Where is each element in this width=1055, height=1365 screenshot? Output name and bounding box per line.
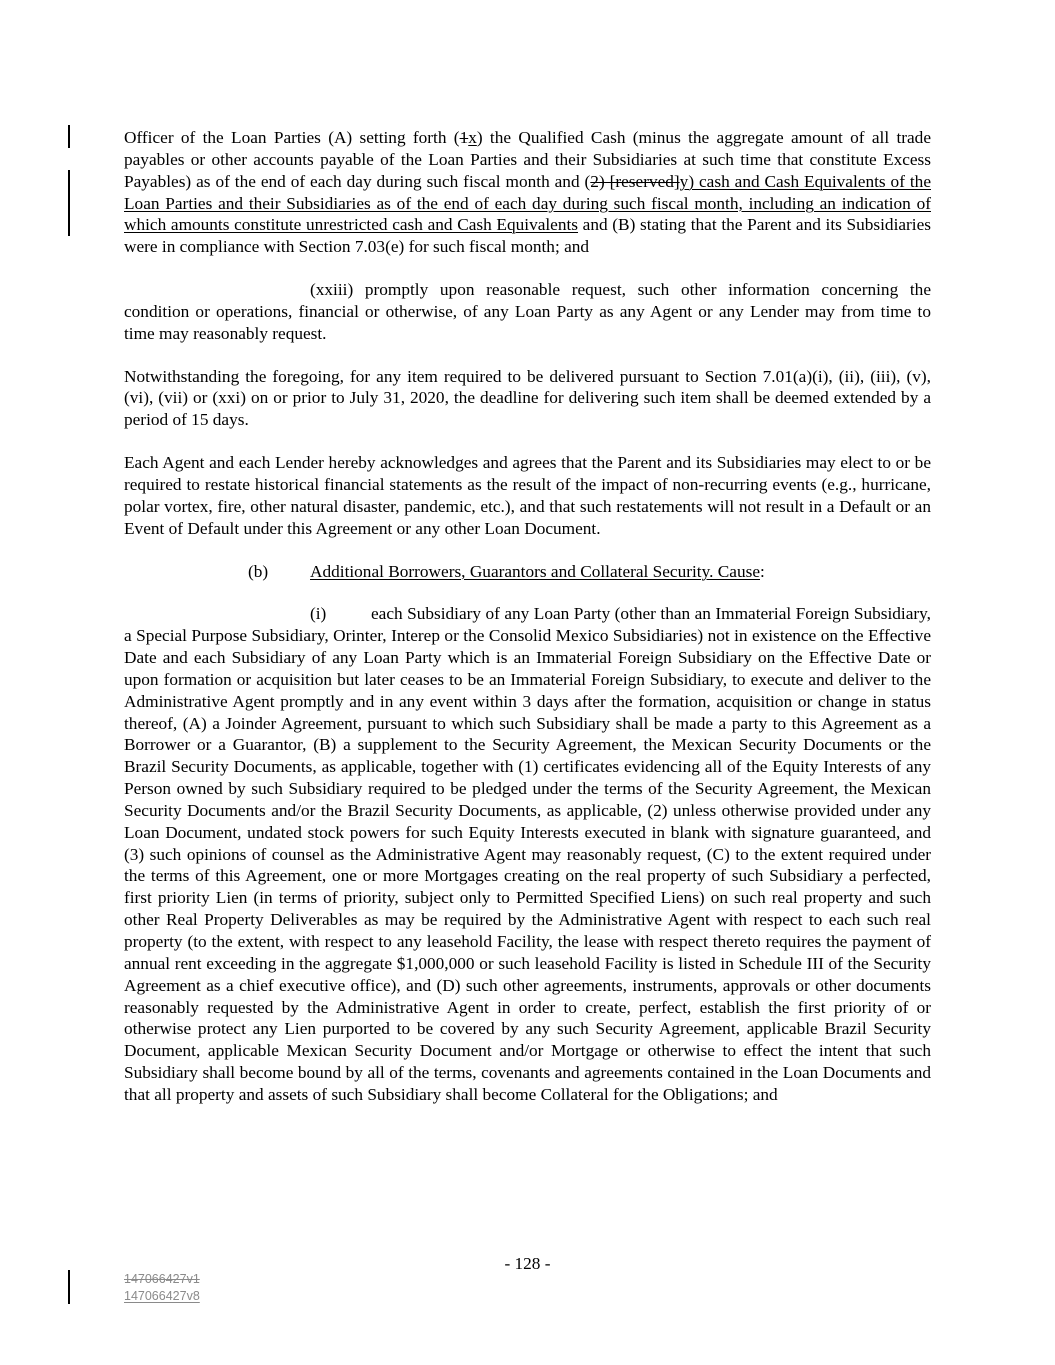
deleted-text: 1 <box>459 128 469 147</box>
paragraph-xxiii: (xxiii) promptly upon reasonable request, such other information concerning the condition or operations, financial or otherwise, of any Loan Party as any Agent or any Lender may from time to time may reasonably request. <box>124 280 931 343</box>
paragraph-restatement: Each Agent and each Lender hereby acknowledges and agrees that the Parent and its Subsidiaries may elect to or be required to restate historical financial statements as the result of the impact of non-recurring events (e.g., hurricane, polar vortex, fire, other natural disaster, pandemic, etc.), and that such restatements will not result in a Default or an Event of Default under this Agreement or any other Loan Document. <box>124 453 931 538</box>
change-bar <box>68 125 70 148</box>
section-heading-b <box>124 561 931 583</box>
text-run: : <box>760 561 765 581</box>
doc-id-old: 147066427v1 <box>124 1272 200 1286</box>
section-heading: Additional Borrowers, Guarantors and Collateral Security. Cause <box>310 561 760 581</box>
inserted-text: y) cash and Cash Equivalents of the Loan Parties and their Subsidiaries as of the end of each day during such fiscal month, including an indication of which amounts constitute unrestricted cash and Cash Equivalents <box>124 171 931 235</box>
change-bar <box>68 1270 70 1304</box>
page-number: - 128 - <box>504 1254 551 1273</box>
paragraph-qualified-cash <box>124 127 931 258</box>
doc-id-new: 147066427v8 <box>124 1289 200 1303</box>
text-run: Officer of the Loan Parties (A) setting forth ( <box>124 128 460 147</box>
inserted-text: x <box>468 128 477 147</box>
body-text <box>124 127 931 1106</box>
text-run: ) the Qualified Cash (minus the aggregate amount of all trade payables or other accounts payable of the Loan Parties and their Subsidiaries at such time that constitute Excess Payables) as of the end of each day during such fiscal month and ( <box>124 128 931 191</box>
paragraph-i <box>124 603 931 1105</box>
change-bar <box>68 170 70 236</box>
deleted-text: 2) [reserved] <box>590 171 680 191</box>
text-run: and (B) stating that the Parent and its Subsidiaries were in compliance with Section 7.03(e) for such fiscal month; and <box>124 215 931 257</box>
paragraph-notwithstanding: Notwithstanding the foregoing, for any item required to be delivered pursuant to Section 7.01(a)(i), (ii), (iii), (v), (vi), (vii) or (xxi) on or prior to July 31, 2020, the deadline for delivering such item shall be deemed extended by a period of 15 days. <box>124 366 931 430</box>
clause-label: (i) <box>310 604 327 624</box>
text-run: each Subsidiary of any Loan Party (other than an Immaterial Foreign Subsidiary, a Special Purpose Subsidiary, Orinter, Interep or the Consolid Mexico Subsidiaries) not in existence on the Effective Date and each Subsidiary of any Loan Party which is an Immaterial Foreign Subsidiary on the Effective Date or upon formation or acquisition but later ceases to be an Immaterial Foreign Subsidiary, to execute and deliver to the Administrative Agent promptly and in any event within 3 days after the formation, acquisition or change in status thereof, (A) a Joinder Agreement, pursuant to which such Subsidiary shall be made a party to this Agreement as a Borrower or a Guarantor, (B) a supplement to the Security Agreement, the Mexican Security Documents or the Brazil Security Documents, as applicable, together with (1) certificates evidencing all of the Equity Interests of any Person owned by such Subsidiary required to be pledged under the terms of the Security Agreement, the Mexican Security Documents and/or the Brazil Security Documents, as applicable, (2) unless otherwise provided under any Loan Document, undated stock powers for such Equity Interests executed in blank with signature guaranteed, and (3) such opinions of counsel as the Administrative Agent may reasonably request, (C) to the extent required under the terms of this Agreement, one or more Mortgages creating on the real property of such Subsidiary a perfected, first priority Lien (in terms of priority, subject only to Permitted Specified Liens) on such real property and such other Real Property Deliverables as may be required by the Administrative Agent with respect to each such real property (to the extent, with respect to any leasehold Facility, the lease with respect thereto requires the payment of annual rent exceeding in the aggregate $1,000,000 or such leasehold Facility is listed in Schedule III of the Security Agreement as a chief executive office), and (D) such other agreements, instruments, approvals or other documents reasonably requested by the Administrative Agent in order to create, perfect, establish the first priority of or otherwise protect any Lien purported to be covered by any such Security Agreement, applicable Brazil Security Document, applicable Mexican Security Document and/or Mortgage or otherwise to effect the intent that such Subsidiary shall become bound by all of the terms, covenants and agreements contained in the Loan Documents and that all property and assets of such Subsidiary shall become Collateral for the Obligations; and <box>124 604 931 1104</box>
section-label: (b) <box>248 561 269 581</box>
